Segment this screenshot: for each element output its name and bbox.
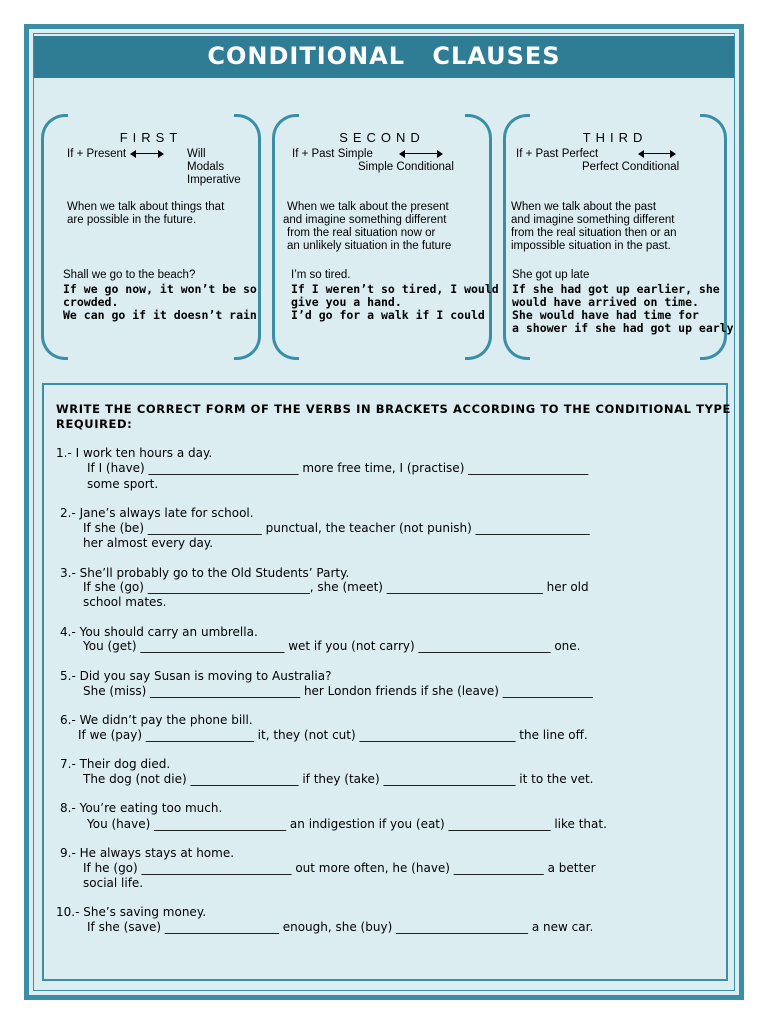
example-line: I’d go for a walk if I could [291, 308, 485, 322]
description-line: from the real situation then or an [511, 227, 677, 239]
exercise-prompt: 10.- She’s saving money. [56, 905, 207, 919]
formula-right-3: Imperative [187, 174, 241, 186]
exercise-sentence: She (miss) _________________________ her London friends if she (leave) _______________ [83, 684, 593, 698]
example-line: If we go now, it won’t be so [63, 282, 257, 296]
example-intro: I’m so tired. [291, 269, 351, 281]
formula-right-1: Will [187, 148, 206, 160]
double-arrow-icon [130, 150, 164, 158]
exercise-prompt: 4.- You should carry an umbrella. [60, 625, 258, 639]
description-line: from the real situation now or [287, 227, 436, 239]
exercise-sentence-cont: social life. [83, 876, 144, 890]
description-line: an unlikely situation in the future [287, 240, 452, 252]
description-line: When we talk about things that [67, 201, 225, 213]
formula-left-text: If + Past Simple [292, 148, 373, 160]
example-intro: Shall we go to the beach? [63, 269, 196, 281]
description-line: are possible in the future. [67, 214, 197, 226]
description-line: When we talk about the past [511, 201, 657, 213]
exercise-sentence: The dog (not die) __________________ if they (take) ______________________ it to the vet. [83, 772, 594, 786]
exercise-prompt: 3.- She’ll probably go to the Old Students’ Party. [60, 566, 350, 580]
description-line: When we talk about the present [287, 201, 449, 213]
formula-right-2: Modals [187, 161, 225, 173]
exercise-sentence-cont: school mates. [83, 595, 167, 609]
example-intro: She got up late [512, 269, 590, 281]
formula-left [67, 148, 168, 161]
panel-heading: THIRD [582, 130, 648, 145]
exercise-instruction: WRITE THE CORRECT FORM OF THE VERBS IN BRACKETS ACCORDING TO THE CONDITIONAL TYPE REQUIRED: [56, 402, 731, 431]
example-line: If I weren’t so tired, I would [291, 282, 499, 296]
exercise-prompt: 2.- Jane’s always late for school. [60, 506, 254, 520]
description-line: impossible situation in the past. [511, 240, 671, 252]
exercise-prompt: 9.- He always stays at home. [60, 846, 235, 860]
formula-left [292, 148, 447, 161]
exercise-sentence: If we (pay) __________________ it, they (not cut) __________________________ the line off. [78, 728, 588, 742]
panel-heading: SECOND [339, 130, 425, 145]
formula-left-text: If + Past Perfect [516, 148, 599, 160]
exercise-sentence: If I (have) _________________________ more free time, I (practise) ____________________ [87, 461, 589, 475]
formula-right-1: Perfect Conditional [582, 161, 680, 173]
exercise-sentence: You (have) ______________________ an indigestion if you (eat) _________________ like that. [87, 817, 607, 831]
double-arrow-icon [638, 150, 676, 158]
page-title: CONDITIONAL CLAUSES [34, 36, 734, 78]
example-line: She would have had time for [512, 308, 699, 322]
right-bracket [234, 114, 261, 360]
double-arrow-icon [399, 150, 443, 158]
exercise-sentence-cont: her almost every day. [83, 536, 214, 550]
first-conditional-panel [41, 114, 261, 358]
exercise-sentence: If she (go) ___________________________, she (meet) __________________________ her old [83, 580, 589, 594]
example-line: would have arrived on time. [512, 295, 699, 309]
example-line: give you a hand. [291, 295, 402, 309]
right-bracket [465, 114, 492, 360]
description-line: and imagine something different [283, 214, 447, 226]
example-line: a shower if she had got up early [512, 321, 734, 335]
formula-left-text: If + Present [67, 148, 127, 160]
third-conditional-panel [503, 114, 734, 358]
exercise-prompt: 8.- You’re eating too much. [60, 801, 223, 815]
exercise-sentence: If she (save) ___________________ enough, she (buy) ______________________ a new car. [87, 920, 594, 934]
second-conditional-panel [272, 114, 499, 358]
example-line: crowded. [63, 295, 119, 309]
left-bracket [41, 114, 68, 360]
exercise-sentence: You (get) ________________________ wet if you (not carry) ______________________ one. [83, 639, 581, 653]
example-line: If she had got up earlier, she [512, 282, 720, 296]
example-line: We can go if it doesn’t rain [63, 308, 257, 322]
panel-heading: FIRST [119, 130, 183, 145]
exercise-sentence: If she (be) ___________________ punctual, the teacher (not punish) ___________________ [83, 521, 590, 535]
exercise-prompt: 5.- Did you say Susan is moving to Australia? [60, 669, 332, 683]
exercise-sentence: If he (go) _________________________ out more often, he (have) _______________ a better [83, 861, 596, 875]
formula-right-1: Simple Conditional [358, 161, 454, 173]
formula-left [516, 148, 680, 161]
description-line: and imagine something different [511, 214, 675, 226]
exercise-prompt: 7.- Their dog died. [60, 757, 171, 771]
exercise-sentence-cont: some sport. [87, 477, 159, 491]
exercise-prompt: 1.- I work ten hours a day. [56, 446, 213, 460]
exercise-prompt: 6.- We didn’t pay the phone bill. [60, 713, 253, 727]
